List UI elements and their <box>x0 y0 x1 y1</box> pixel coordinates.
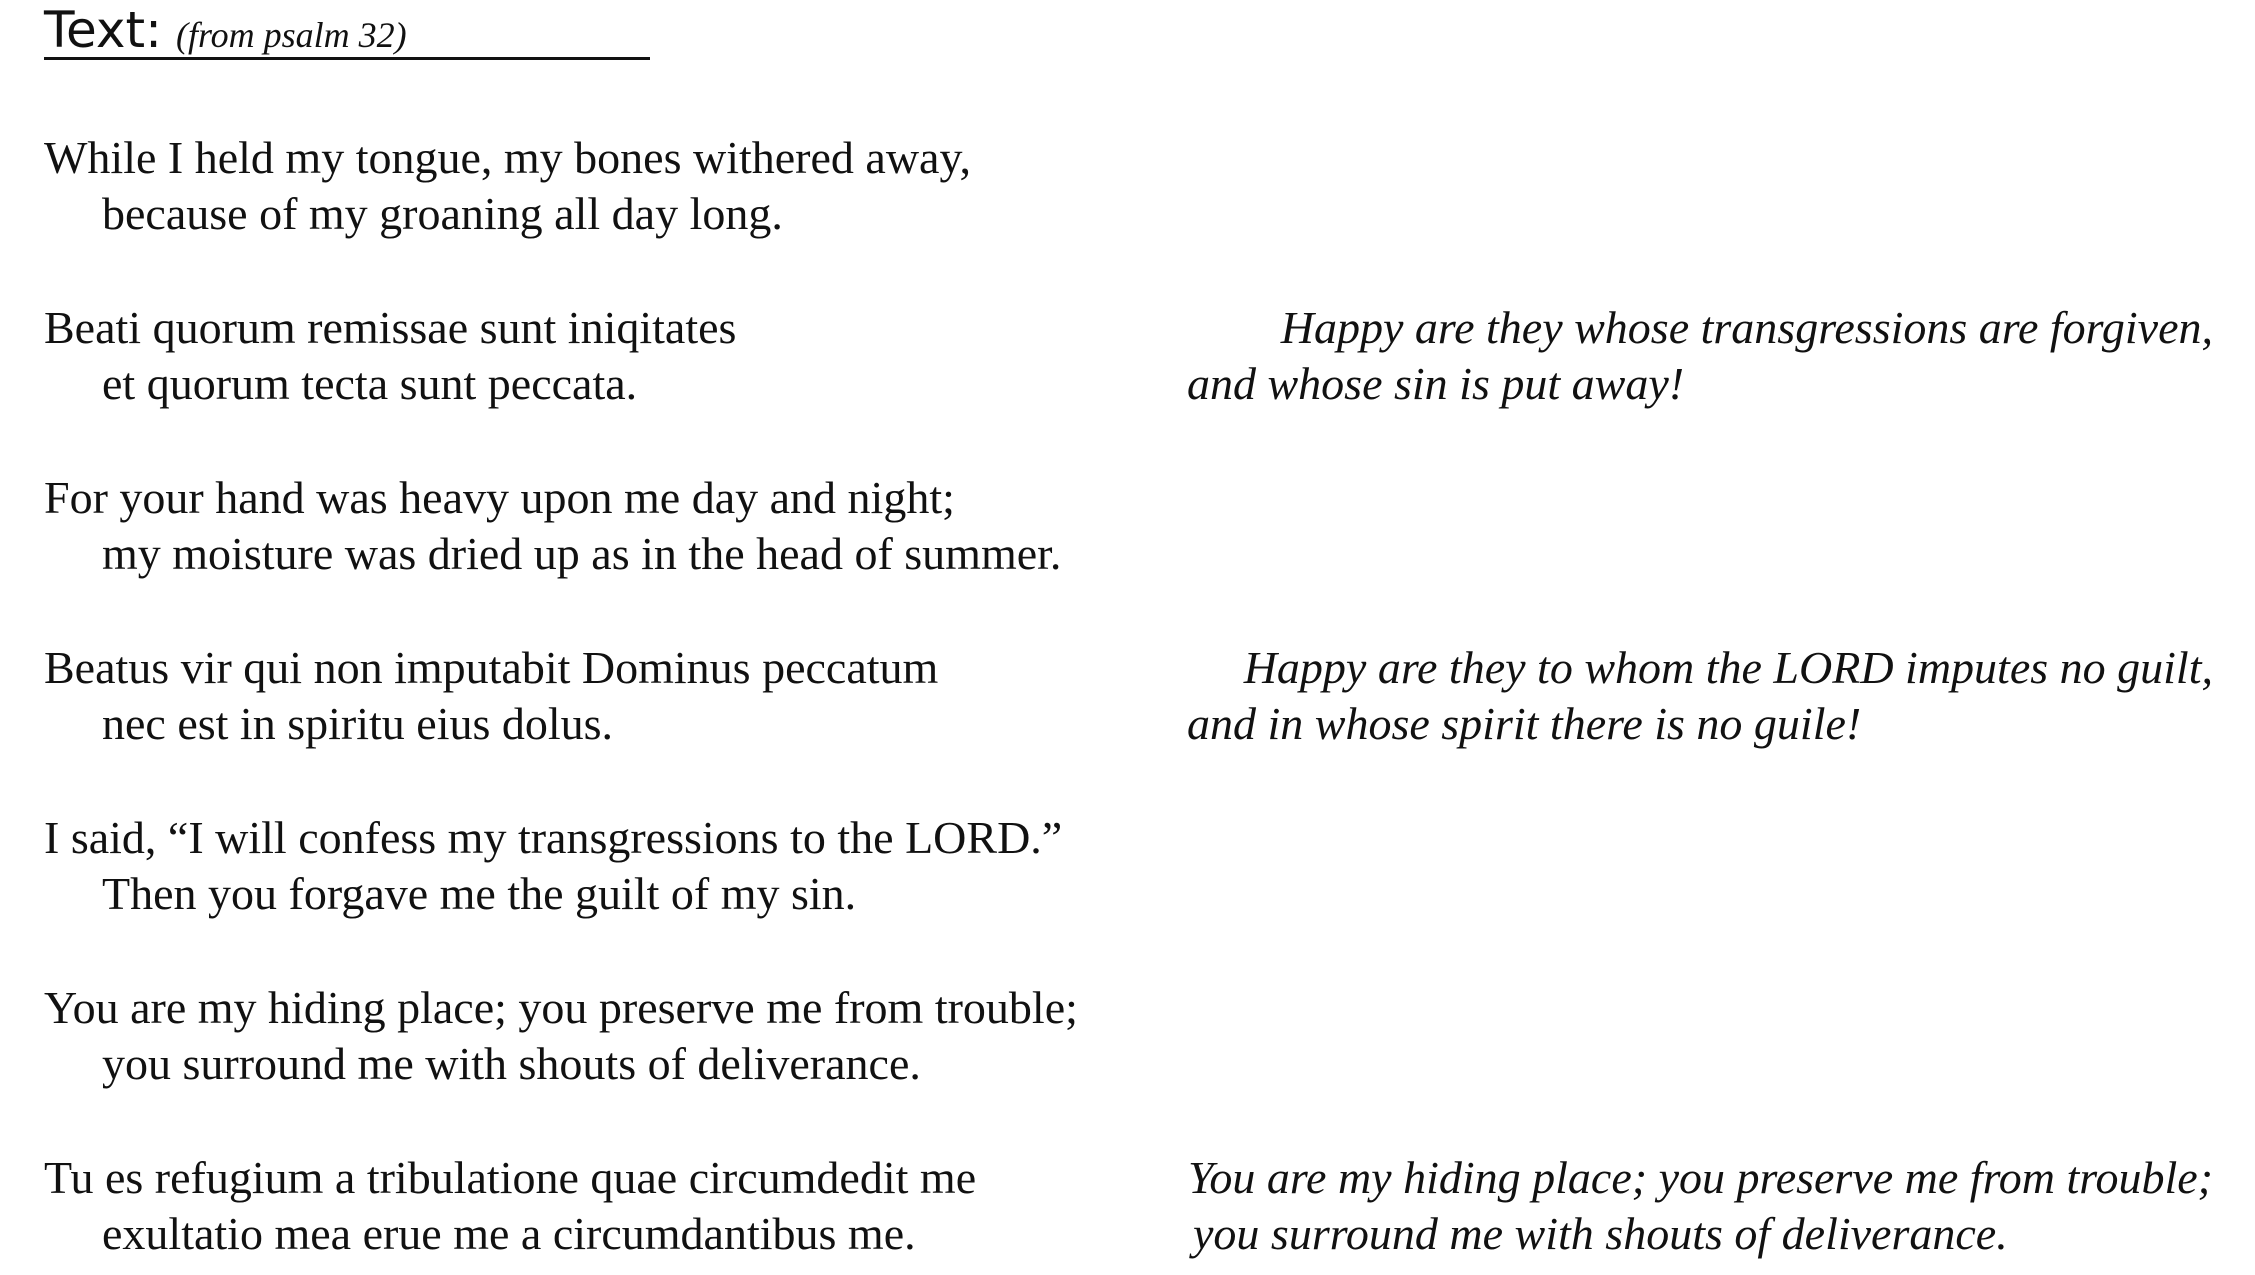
verse-line: For your hand was heavy upon me day and night; <box>44 472 955 523</box>
translation-line: Happy are they to whom the LORD imputes no guilt, <box>1243 642 2213 693</box>
verse-line: You are my hiding place; you preserve me from trouble; <box>44 982 1078 1033</box>
latin-line: Tu es refugium a tribulatione quae circumdedit me <box>44 1152 977 1203</box>
translation <box>1113 640 2213 754</box>
translation-line-indented: you surround me with shouts of deliverance. <box>1193 1208 2008 1259</box>
translation-line: Happy are they whose transgressions are forgiven, <box>1280 302 2213 353</box>
verse-line-indented: you surround me with shouts of deliverance. <box>102 1038 921 1089</box>
latin-line-indented: et quorum tecta sunt peccata. <box>102 358 638 409</box>
stanza-2 <box>0 300 2255 414</box>
latin-line-indented: nec est in spiritu eius dolus. <box>102 698 614 749</box>
latin-line: Beati quorum remissae sunt iniqitates <box>44 302 737 353</box>
verse-line: I said, “I will confess my transgressions to the LORD.” <box>44 812 1063 863</box>
verse-line-indented: my moisture was dried up as in the head of summer. <box>102 528 1062 579</box>
stanza-1 <box>0 130 2255 244</box>
header-label: Text: <box>44 1 162 59</box>
latin-line: Beatus vir qui non imputabit Dominus peccatum <box>44 642 939 693</box>
stanza-3 <box>0 470 2255 584</box>
stanza-7 <box>0 1150 2255 1264</box>
translation <box>1113 300 2213 414</box>
text-header <box>44 2 650 60</box>
stanza-4 <box>0 640 2255 754</box>
verse-line-indented: because of my groaning all day long. <box>102 188 783 239</box>
latin-line-indented: exultatio mea erue me a circumdantibus me. <box>102 1208 916 1259</box>
header-source: (from psalm 32) <box>175 15 407 55</box>
stanza-6 <box>0 980 2255 1094</box>
translation-line: You are my hiding place; you preserve me from trouble; <box>1187 1152 2213 1203</box>
verse-line: While I held my tongue, my bones withered away, <box>44 132 971 183</box>
translation <box>1113 1150 2213 1264</box>
translation-line-indented: and in whose spirit there is no guile! <box>1187 698 1862 749</box>
verse-line-indented: Then you forgave me the guilt of my sin. <box>102 868 857 919</box>
translation-line-indented: and whose sin is put away! <box>1187 358 1685 409</box>
stanza-5 <box>0 810 2255 924</box>
